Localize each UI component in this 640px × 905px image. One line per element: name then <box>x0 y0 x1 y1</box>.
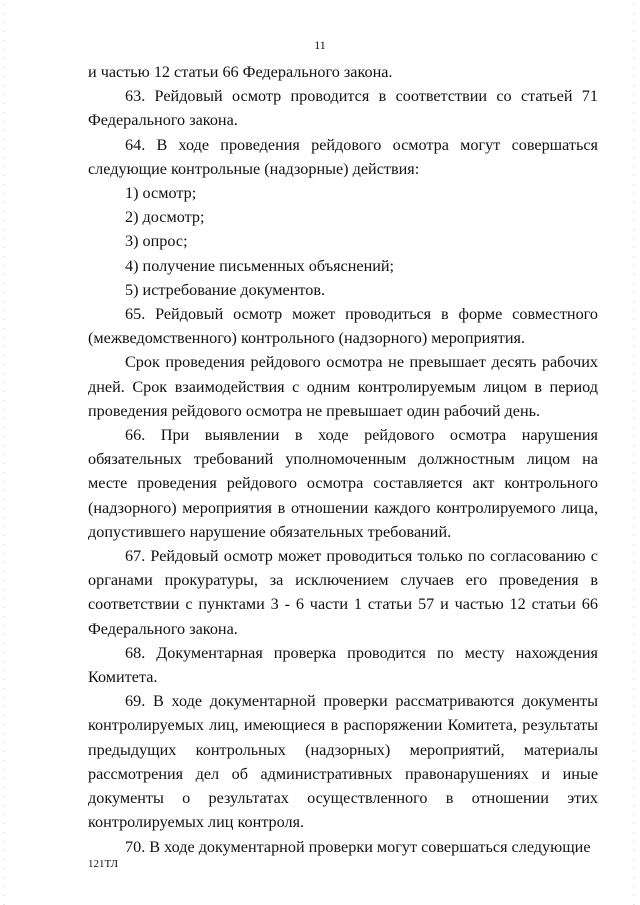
list-item-2: 2) досмотр; <box>125 208 205 227</box>
list-item-1: 1) осмотр; <box>125 184 197 203</box>
paragraph-66: 66. При выявлении в ходе рейдового осмотра нарушения обязательных требований уполномоченным должностным лицом на месте проведения рейдового осмотра составляется акт контрольного (надзорного) мероприятия в отношении каждого контролируемого лица, допустившего нарушение обязательных требований. <box>88 426 598 541</box>
list-item-5: 5) истребование документов. <box>125 280 326 299</box>
paragraph-68: 68. Документарная проверка проводится по месту нахождения Комитета. <box>88 643 598 687</box>
paragraph-65-term: Срок проведения рейдового осмотра не превышает десять рабочих дней. Срок взаимодействия с одним контролируемым лицом в период проведения рейдового осмотра не превышает один рабочий день. <box>88 353 598 420</box>
document-body <box>88 60 598 859</box>
paragraph-64: 64. В ходе проведения рейдового осмотра могут совершаться следующие контрольные (надзорные) действия: <box>88 135 598 178</box>
paragraph-70: 70. В ходе документарной проверки могут совершаться следующие <box>125 837 591 856</box>
right-margin-scan-dots <box>633 0 635 905</box>
paragraph-67: 67. Рейдовый осмотр может проводиться только по согласованию с органами прокуратуры, за исключением случаев его проведения в соответствии с пунктами 3 - 6 части 1 статьи 57 и частью 12 статьи 66 Федерального закона. <box>88 547 598 638</box>
page-number: 11 <box>314 38 326 52</box>
list-item-3: 3) опрос; <box>125 232 188 251</box>
paragraph-63: 63. Рейдовый осмотр проводится в соответствии со статьей 71 Федерального закона. <box>88 87 598 130</box>
paragraph-continuation: и частью 12 статьи 66 Федерального закона. <box>88 63 393 81</box>
paragraph-69: 69. В ходе документарной проверки рассматриваются документы контролируемых лиц, имеющиеся в распоряжении Комитета, результаты предыдущих контрольных (надзорных) мероприятий, материалы рассмотрения дел об административных правонарушениях и иные документы о результатах осуществленного в отношении этих контролируемых лиц контроля. <box>88 692 598 832</box>
footer-code: 121ТЛ <box>88 858 119 870</box>
list-item-4: 4) получение письменных объяснений; <box>125 256 395 275</box>
paragraph-65: 65. Рейдовый осмотр может проводиться в форме совместного (межведомственного) контрольного (надзорного) мероприятия. <box>88 305 598 348</box>
left-margin-scan-dots <box>3 0 5 905</box>
